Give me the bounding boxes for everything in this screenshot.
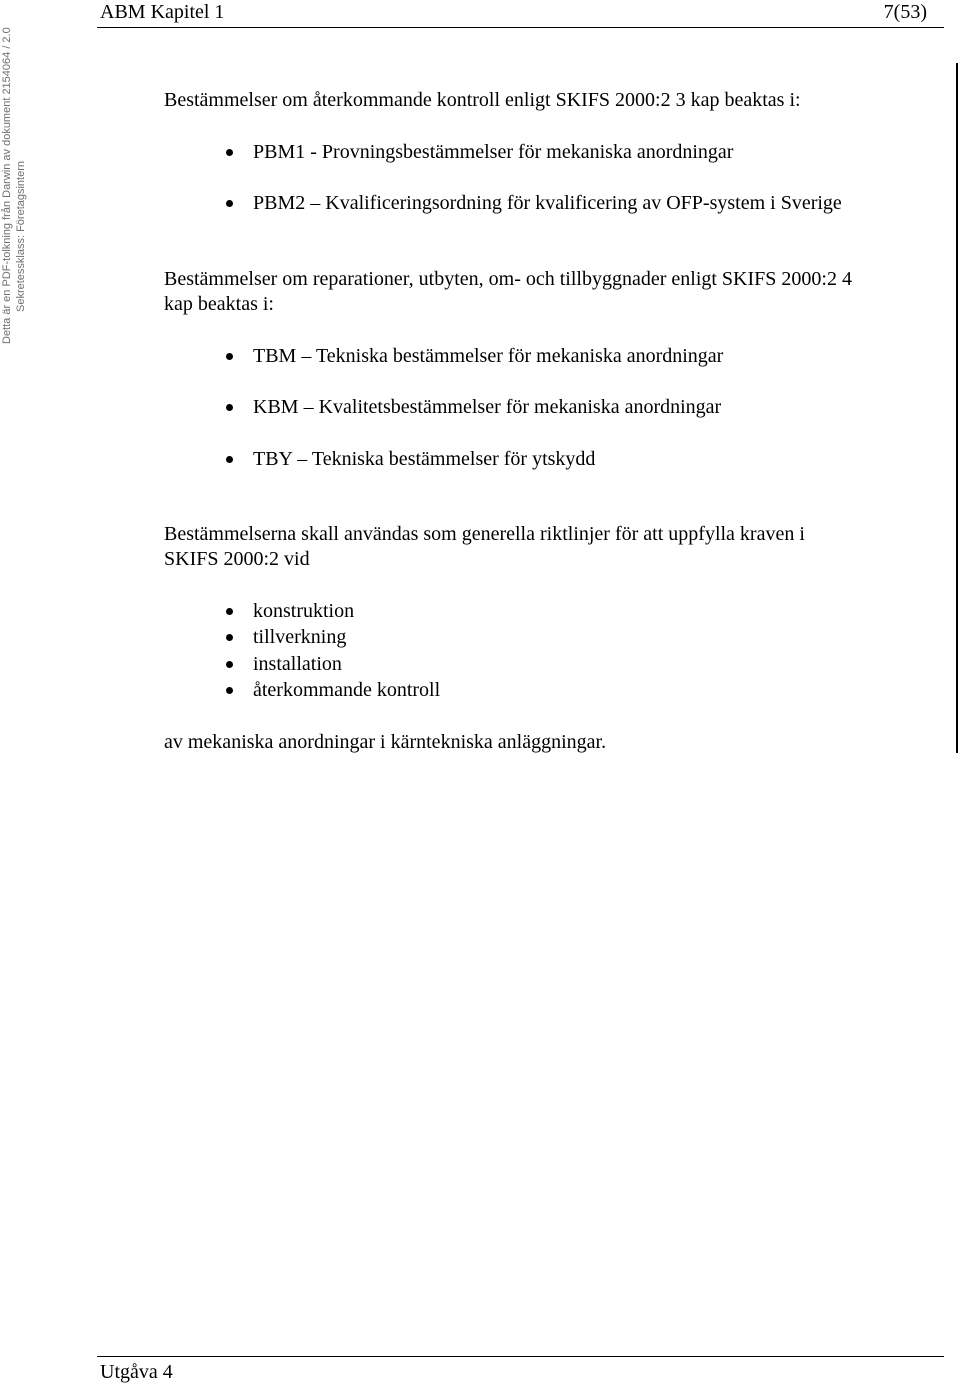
bullet-icon [226,149,233,156]
footer-edition: Utgåva 4 [100,1361,173,1383]
list-item-text: installation [253,653,342,675]
header-title: ABM Kapitel 1 [100,1,225,23]
section3-intro-line1: Bestämmelserna skall användas som generella riktlinjer för att uppfylla kraven i [164,523,805,545]
revision-change-bar [956,63,958,753]
list-item-text: TBM – Tekniska bestämmelser för mekaniska anordningar [253,345,724,367]
bullet-icon [226,634,233,641]
section2-intro-line1: Bestämmelser om reparationer, utbyten, om- och tillbyggnader enligt SKIFS 2000:2 4 [164,268,852,290]
section3-closing: av mekaniska anordningar i kärntekniska anläggningar. [164,731,607,753]
classification-note: Sekretessklass: Företagsintern [15,160,27,312]
section1-intro: Bestämmelser om återkommande kontroll enligt SKIFS 2000:2 3 kap beaktas i: [164,89,801,111]
list-item-text: TBY – Tekniska bestämmelser för ytskydd [253,448,596,470]
list-item-text: tillverkning [253,626,347,648]
section2-intro-line2: kap beaktas i: [164,293,274,315]
list-item-text: PBM1 - Provningsbestämmelser för mekaniska anordningar [253,141,734,163]
bullet-icon [226,608,233,615]
list-item-text: återkommande kontroll [253,679,441,701]
bullet-icon [226,661,233,668]
document-source-note: Detta är en PDF-tolkning från Darwin av dokument 2154064 / 2.0 [1,27,13,344]
bullet-icon [226,353,233,360]
bullet-icon [226,404,233,411]
header-divider [97,27,944,28]
page-number: 7(53) [883,1,927,23]
footer-divider [97,1356,944,1357]
list-item-text: PBM2 – Kvalificeringsordning för kvalificering av OFP-system i Sverige [253,192,842,214]
list-item-text: konstruktion [253,600,355,622]
list-item-text: KBM – Kvalitetsbestämmelser för mekaniska anordningar [253,396,722,418]
bullet-icon [226,456,233,463]
bullet-icon [226,687,233,694]
bullet-icon [226,200,233,207]
section3-intro-line2: SKIFS 2000:2 vid [164,548,310,570]
